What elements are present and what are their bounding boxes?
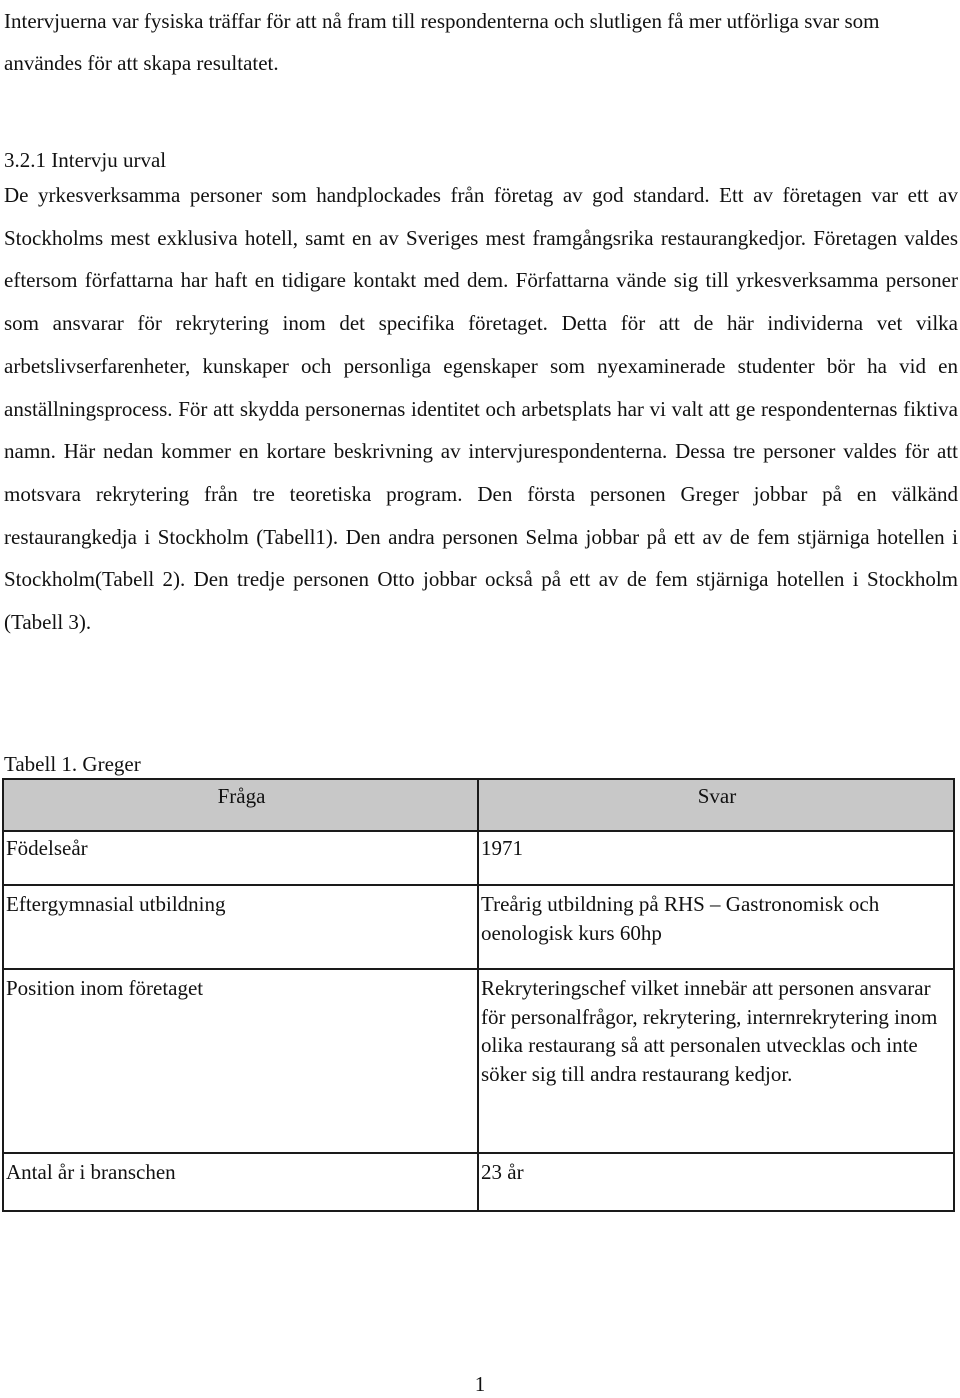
header-answer: Svar [478,779,954,831]
header-question: Fråga [3,779,478,831]
body-paragraph: De yrkesverksamma personer som handplockades från företag av god standard. Ett av företagen var ett av Stockholms mest exklusiva hotell, samt en av Sveriges mest framgångsrika restaurangkedjor. Företagen valdes eftersom författarna har haft en tidigare kontakt med dem. Författarna vände sig till yrkesverksamma personer som ansvarar för rekrytering inom det specifika företaget. Detta för att de här individerna vet vilka arbetslivserfarenheter, kunskaper och personliga egenskaper som nyexaminerade studenter bör ha vid en anställningsprocess. För att skydda personernas identitet och arbetsplats har vi valt att ge respondenternas fiktiva namn. Här nedan kommer en kortare beskrivning av intervjurespondenterna. Dessa tre personer valdes för att motsvara rekrytering från tre teoretiska program. Den första personen Greger jobbar på en välkänd restaurangkedja i Stockholm (Tabell1). Den andra personen Selma jobbar på ett av de fem stjärniga hotellen i Stockholm(Tabell 2). Den tredje personen Otto jobbar också på ett av de fem stjärniga hotellen i Stockholm (Tabell 3). [4,183,958,635]
table-row [3,1153,954,1211]
cell-answer: 23 år [478,1153,954,1211]
cell-question: Position inom företaget [3,969,478,1153]
cell-answer: 1971 [478,831,954,885]
section-heading: 3.2.1 Intervju urval [4,148,167,172]
table-caption: Tabell 1. Greger [4,752,141,776]
intro-paragraph: Intervjuerna var fysiska träffar för att nå fram till respondenterna och slutligen få mer utförliga svar som användes för att skapa resultatet. [4,9,880,75]
cell-question: Eftergymnasial utbildning [3,885,478,969]
cell-question: Födelseår [3,831,478,885]
page-number: 1 [474,1372,486,1396]
cell-answer: Rekryteringschef vilket innebär att personen ansvarar för personalfrågor, rekrytering, internrekrytering inom olika restaurang så att personalen utvecklas och inte söker sig till andra restaurang kedjor. [478,969,954,1153]
table-row [3,831,954,885]
cell-question: Antal år i branschen [3,1153,478,1211]
respondent-table [2,778,955,1212]
table-row [3,885,954,969]
cell-answer: Treårig utbildning på RHS – Gastronomisk och oenologisk kurs 60hp [478,885,954,969]
table-row [3,969,954,1153]
table-header-row [3,779,954,831]
